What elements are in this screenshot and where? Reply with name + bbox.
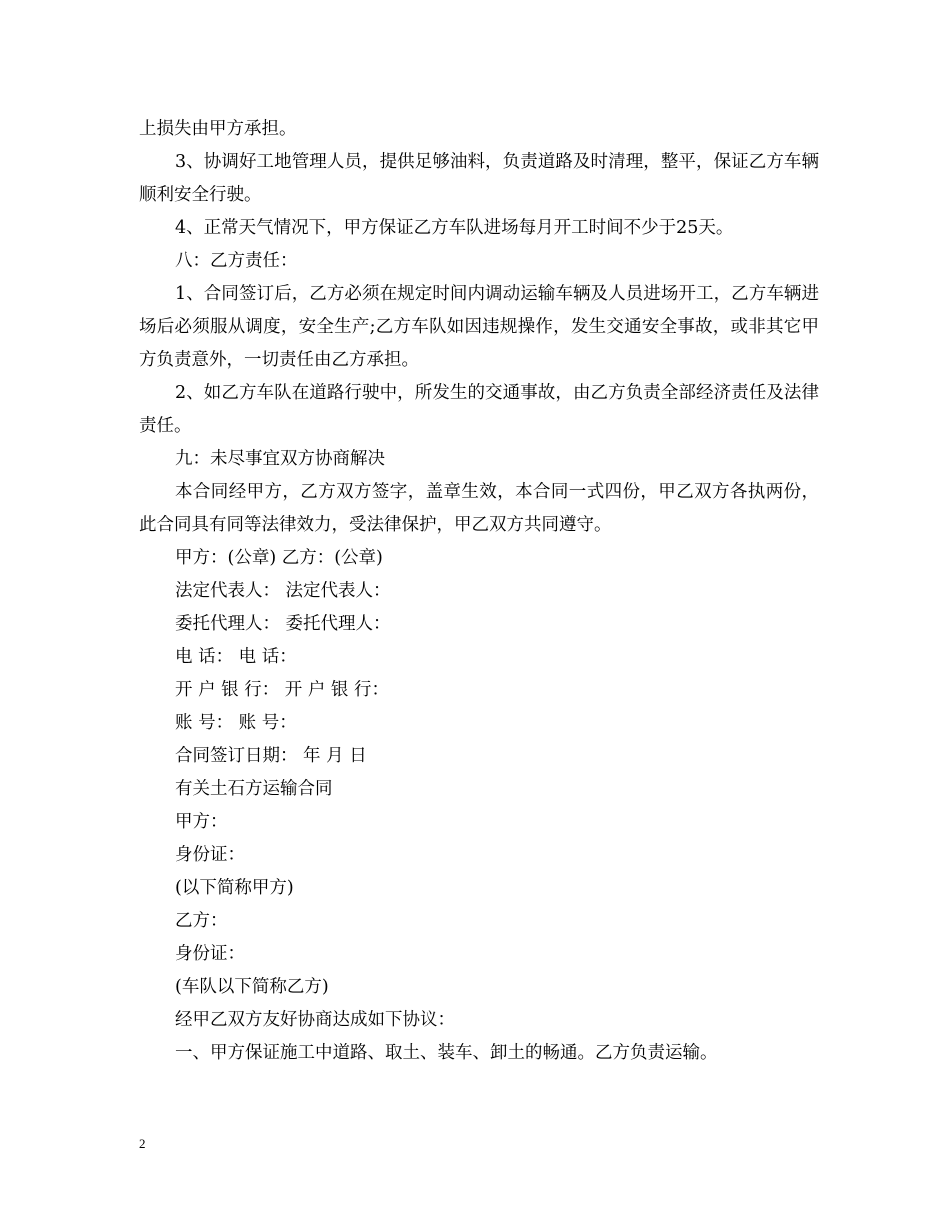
paragraph: 委托代理人： 委托代理人： <box>175 614 391 634</box>
paragraph: 账 号： 账 号： <box>175 713 297 733</box>
paragraph: 甲方：(公章) 乙方：(公章) <box>175 548 383 568</box>
paragraph: 电 话： 电 话： <box>175 647 297 667</box>
paragraph: 2、如乙方车队在道路行驶中，所发生的交通事故，由乙方负责全部经济责任及法律责任。 <box>139 383 819 436</box>
paragraph: 经甲乙双方友好协商达成如下协议： <box>175 1010 455 1030</box>
paragraph: 身份证： <box>175 845 245 865</box>
paragraph: 一、甲方保证施工中道路、取土、装车、卸土的畅通。乙方负责运输。 <box>175 1043 718 1063</box>
paragraph: 本合同经甲方，乙方双方签字，盖章生效，本合同一式四份，甲乙双方各执两份，此合同具有同等法律效力，受法律保护，甲乙双方共同遵守。 <box>139 482 819 535</box>
paragraph: 上损失由甲方承担。 <box>139 119 297 139</box>
paragraph: 4、正常天气情况下，甲方保证乙方车队进场每月开工时间不少于25天。 <box>175 218 734 238</box>
paragraph: 1、合同签订后，乙方必须在规定时间内调动运输车辆及人员进场开工，乙方车辆进场后必须服从调度，安全生产;乙方车队如因违规操作，发生交通安全事故，或非其它甲方负责意外，一切责任由乙方承担。 <box>139 284 819 370</box>
paragraph: 3、协调好工地管理人员，提供足够油料，负责道路及时清理，整平，保证乙方车辆顺利安全行驶。 <box>139 152 819 205</box>
paragraph: (以下简称甲方) <box>175 878 294 898</box>
paragraph: 九：未尽事宜双方协商解决 <box>175 449 385 469</box>
paragraph: 身份证： <box>175 944 245 964</box>
paragraph: 甲方： <box>175 812 228 832</box>
paragraph: 有关土石方运输合同 <box>175 779 333 799</box>
paragraph: 八：乙方责任： <box>175 251 298 271</box>
paragraph: 法定代表人： 法定代表人： <box>175 581 391 601</box>
paragraph: 开 户 银 行： 开 户 银 行： <box>175 680 389 700</box>
paragraph: 合同签订日期： 年 月 日 <box>175 746 367 766</box>
document-body <box>139 113 819 1070</box>
paragraph: (车队以下简称乙方) <box>175 977 329 997</box>
paragraph: 乙方： <box>175 911 228 931</box>
page-number: 2 <box>139 1136 146 1151</box>
